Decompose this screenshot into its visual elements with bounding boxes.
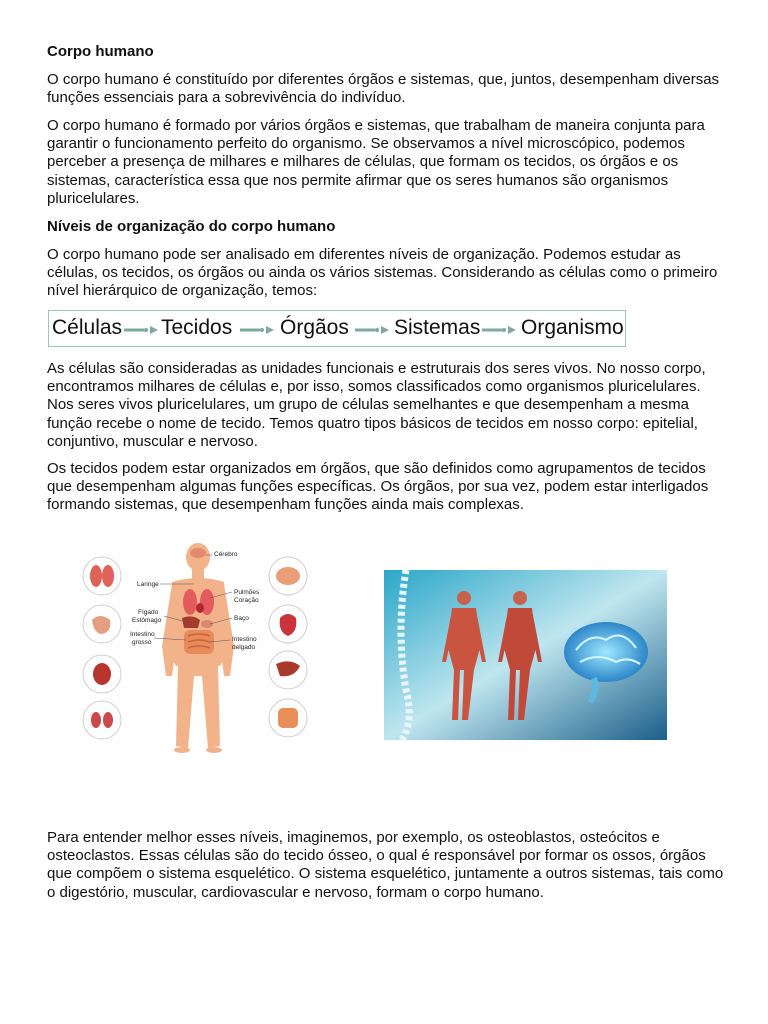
heading-corpo-humano: Corpo humano	[47, 43, 154, 60]
flow-step-celulas: Células	[52, 316, 123, 339]
label-pulmoes: Pulmões	[234, 589, 260, 596]
label-intestino-grosso: Intestino	[130, 631, 155, 638]
anatomy-brain-illustration	[384, 570, 667, 740]
label-cerebro: Cérebro	[214, 551, 238, 558]
paragraph-tissues: Os tecidos podem estar organizados em órgãos, que são definidos como agrupamentos de tecidos que desempenham algumas funções específicas. Os órgãos, por sua vez, podem estar interligados formando sistemas, que desempenham funções ainda mais complexas.	[47, 460, 709, 514]
label-intestino-delgado: Intestino	[232, 636, 257, 643]
organization-flow-diagram	[48, 310, 626, 347]
heading-niveis: Níveis de organização do corpo humano	[47, 218, 336, 235]
label-coracao: Coração	[234, 597, 259, 604]
paragraph-intro: O corpo humano é constituído por diferentes órgãos e sistemas, que, juntos, desempenham diversas funções essenciais para a sobrevivência do indivíduo.	[47, 71, 720, 107]
human-organs-illustration	[80, 536, 312, 766]
flow-step-organismo: Organismo	[521, 316, 624, 339]
flow-arrow-icon	[240, 326, 274, 334]
flow-arrow-icon	[124, 326, 158, 334]
flow-arrow-icon	[355, 326, 389, 334]
paragraph-example: Para entender melhor esses níveis, imaginemos, por exemplo, os osteoblastos, osteócitos e osteoclastos. Essas células são do tecido ósseo, o qual é responsável por formar os ossos, órgãos que compõem o sistema esquelético. O sistema esquelético, juntamente a outros sistemas, tais como o digestório, muscular, cardiovascular e nervoso, formam o corpo humano.	[47, 829, 724, 901]
flow-step-orgaos: Órgãos	[280, 316, 349, 339]
paragraph-formation: O corpo humano é formado por vários órgãos e sistemas, que trabalham de maneira conjunta para garantir o funcionamento perfeito do organismo. Se observamos a nível microscópico, podemos perceber a presença de milhares e milhares de células, que formam os tecidos, os órgãos e os sistemas, característica essa que nos permite afirmar que os seres humanos são organismos pluricelulares.	[47, 117, 705, 207]
label-intestino-delgado-2: delgado	[232, 644, 256, 651]
flow-arrow-icon	[482, 326, 516, 334]
label-intestino-grosso-2: grosso	[132, 639, 152, 646]
flow-step-sistemas: Sistemas	[394, 316, 481, 339]
flow-step-tecidos: Tecidos	[161, 316, 233, 339]
label-figado: Fígado	[138, 609, 159, 616]
label-estomago: Estômago	[132, 617, 162, 624]
label-baco: Baço	[234, 615, 249, 622]
paragraph-levels: O corpo humano pode ser analisado em diferentes níveis de organização. Podemos estudar as células, os tecidos, os órgãos ou ainda os vários sistemas. Considerando as células como o primeiro nível hierárquico de organização, temos:	[47, 246, 718, 300]
paragraph-cells: As células são consideradas as unidades funcionais e estruturais dos seres vivos. No nosso corpo, encontramos milhares de células e, por isso, somos classificados como organismos pluricelulares. Nos seres vivos pluricelulares, um grupo de células semelhantes e que desempenham a mesma função recebe o nome de tecido. Temos quatro tipos básicos de tecidos em nosso corpo: epitelial, conjuntivo, muscular e nervoso.	[47, 360, 706, 450]
label-laringe: Laringe	[137, 581, 159, 588]
